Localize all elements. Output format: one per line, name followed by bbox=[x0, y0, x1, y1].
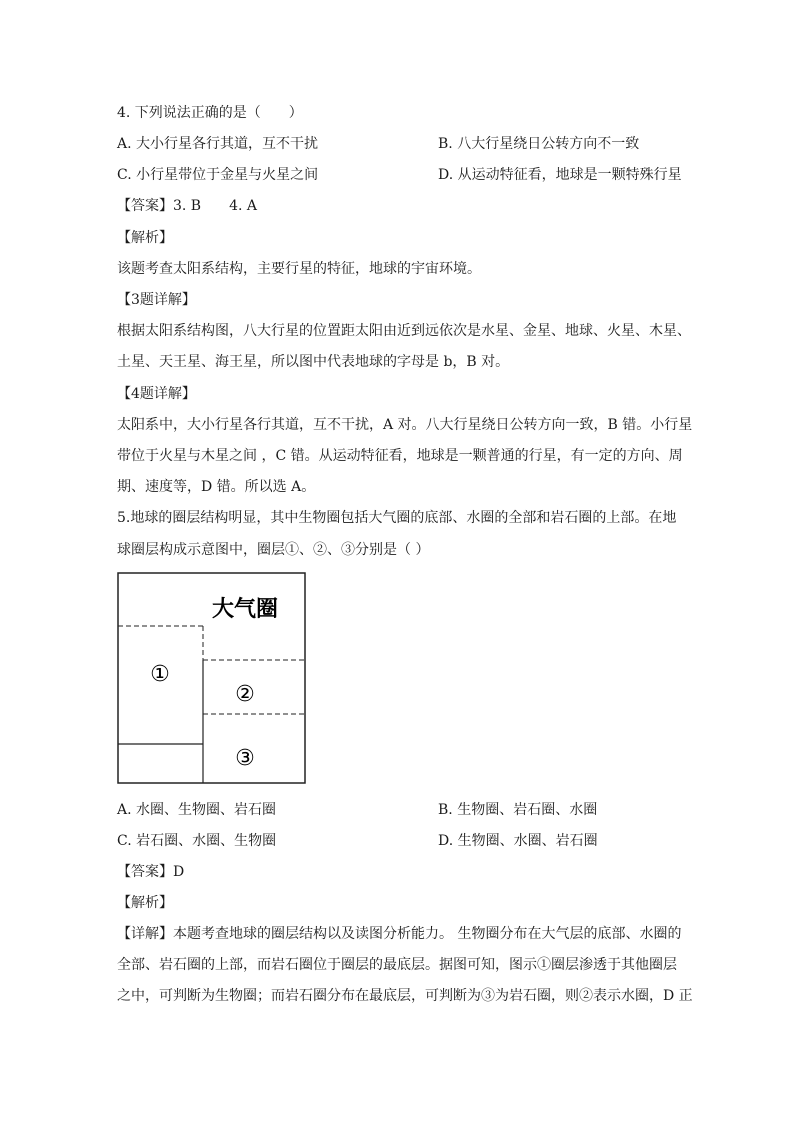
q4-option-c: C. 小行星带位于金星与火星之间 bbox=[117, 167, 319, 183]
detail5-line-3: 之中，可判断为生物圈；而岩石圈分布在最底层，可判断为③为岩石圈，则②表示水圈，D 正 bbox=[117, 988, 693, 1004]
q5-option-b: B. 生物圈、岩石圈、水圈 bbox=[438, 802, 598, 818]
answer-text-1: 3. B 4. A bbox=[173, 198, 258, 214]
atmosphere-label: 大气圈 bbox=[211, 597, 279, 622]
q4-detail-line-3: 期、速度等，D 错。所以选 A。 bbox=[117, 479, 316, 495]
detail5-line-1 bbox=[117, 924, 681, 944]
q5-option-d: D. 生物圈、水圈、岩石圈 bbox=[438, 833, 598, 849]
q4-stem: 4. 下列说法正确的是（ ） bbox=[117, 105, 303, 121]
layer-1-marker: ① bbox=[150, 662, 170, 687]
detail5-text-1: 本题考查地球的圈层结构以及读图分析能力。 生物圈分布在大气层的底部、水圈的 bbox=[173, 926, 682, 942]
q5-stem-line-1: 5.地球的圈层结构明显，其中生物圈包括大气圈的底部、水圈的全部和岩石圈的上部。在地 bbox=[117, 510, 677, 526]
q3-detail-label: 【3题详解】 bbox=[117, 292, 196, 308]
analysis-label-2: 【解析】 bbox=[117, 895, 173, 911]
earth-spheres-svg bbox=[117, 572, 307, 784]
answer-label-2: 【答案】 bbox=[117, 864, 173, 880]
analysis-text-1: 该题考查太阳系结构，主要行星的特征，地球的宇宙环境。 bbox=[117, 261, 481, 277]
layer-3-marker: ③ bbox=[235, 746, 255, 771]
q5-stem-line-2: 球圈层构成示意图中，圈层①、②、③分别是（ ） bbox=[117, 542, 430, 558]
q4-option-d: D. 从运动特征看，地球是一颗特殊行星 bbox=[438, 167, 682, 183]
q4-detail-line-2: 带位于火星与木星之间 ，C 错。从运动特征看，地球是一颗普通的行星，有一定的方向、周 bbox=[117, 448, 683, 464]
q4-option-a: A. 大小行星各行其道，互不干扰 bbox=[117, 136, 319, 152]
analysis-label-1: 【解析】 bbox=[117, 230, 173, 246]
q4-option-b: B. 八大行星绕日公转方向不一致 bbox=[438, 136, 640, 152]
answer-text-2: D bbox=[173, 864, 185, 880]
q5-option-a: A. 水圈、生物圈、岩石圈 bbox=[117, 802, 277, 818]
detail5-line-2: 全部、岩石圈的上部，而岩石圈位于圈层的最底层。据图可知，图示①圈层渗透于其他圈层 bbox=[117, 957, 677, 973]
q5-option-c: C. 岩石圈、水圈、生物圈 bbox=[117, 833, 277, 849]
answer-block-2 bbox=[117, 862, 184, 882]
q3-detail-line-1: 根据太阳系结构图，八大行星的位置距太阳由近到远依次是水星、金星、地球、火星、木星、 bbox=[117, 323, 691, 339]
detail5-label: 【详解】 bbox=[117, 926, 173, 942]
earth-spheres-diagram bbox=[117, 572, 307, 784]
answer-block-1 bbox=[117, 196, 257, 216]
q3-detail-line-2: 土星、天王星、海王星，所以图中代表地球的字母是 b，B 对。 bbox=[117, 354, 510, 370]
q4-detail-label: 【4题详解】 bbox=[117, 386, 196, 402]
layer-2-marker: ② bbox=[235, 682, 255, 707]
q4-detail-line-1: 太阳系中，大小行星各行其道，互不干扰，A 对。八大行星绕日公转方向一致，B 错。小行星 bbox=[117, 417, 693, 433]
answer-label-1: 【答案】 bbox=[117, 198, 173, 214]
